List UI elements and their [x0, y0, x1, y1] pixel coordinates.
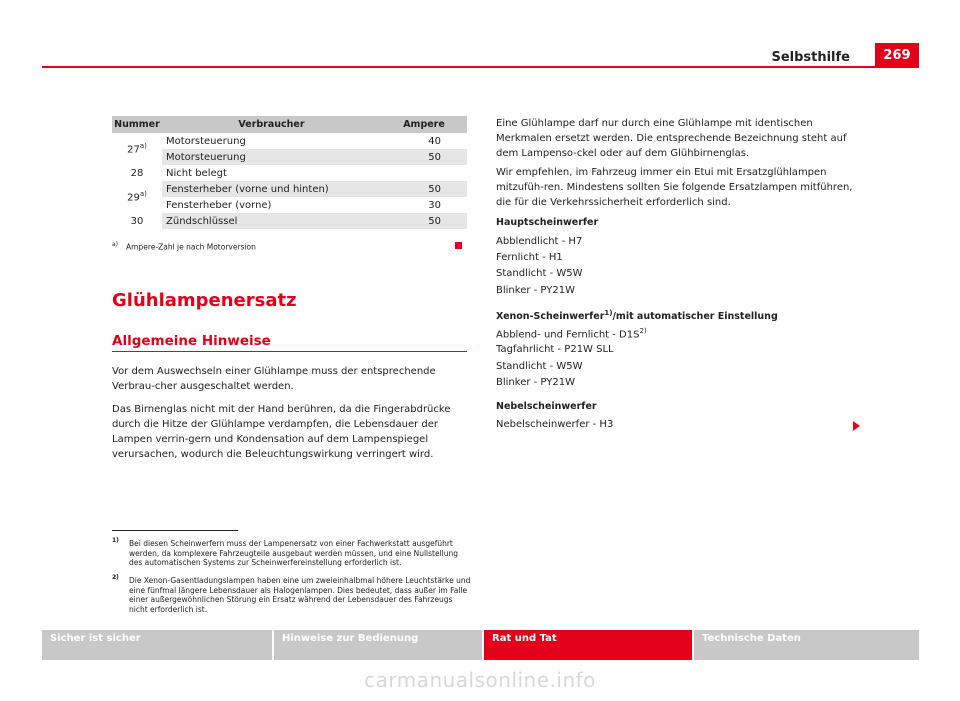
fuse-number: 30 [112, 213, 162, 229]
fuse-number: 28 [130, 167, 144, 179]
heading-main-headlights: Hauptscheinwerfer [496, 217, 599, 228]
header-rule [42, 66, 919, 68]
nav-tab-help[interactable]: Rat und Tat [484, 630, 692, 660]
footnote-text: Bei diesen Scheinwerfern muss der Lampenersatz von einer Fachwerkstatt ausgeführt werden, da komplexere Fahrzeugteile ausgebaut werden müssen, und eine Nullstellung des automatischen Systems zur Scheinwerfereinstellung erforderlich ist. [129, 539, 459, 567]
footnote-ref: a) [139, 190, 147, 199]
fuse-consumer: Motorsteuerung [166, 135, 246, 147]
nav-tab-technical-data[interactable]: Technische Daten [694, 630, 919, 660]
section-title: Glühlampenersatz [112, 290, 297, 311]
table-row [112, 213, 467, 229]
fuse-consumer: Zündschlüssel [162, 213, 381, 229]
column-header-ampere: Ampere [381, 116, 467, 133]
footnote [112, 539, 472, 568]
heading-xenon-headlights [496, 309, 778, 322]
list-item: Nebelscheinwerfer - H3 [496, 419, 614, 430]
fuse-ampere: 50 [381, 213, 467, 229]
paragraph-spare-kit: Wir empfehlen, im Fahrzeug immer ein Etui mit Ersatzglühlampen mitzufüh-ren. Mindestens sollten Sie folgende Ersatzlampen mitführen, die für die Verkehrssicherheit erforderlich sind. [496, 167, 853, 208]
section-header-title: Selbsthilfe [771, 50, 850, 65]
footnote-label: 1) [112, 537, 119, 544]
fuse-table [112, 116, 467, 229]
fuse-number-value: 27 [127, 144, 140, 156]
watermark: carmanualsonline.info [364, 668, 596, 692]
list-item: Abblendlicht - H7 [496, 236, 583, 247]
page-number: 269 [875, 43, 919, 67]
footnote-ref: a) [139, 142, 147, 151]
fuse-consumer: Motorsteuerung [162, 149, 381, 165]
fuse-number-value: 29 [127, 192, 140, 204]
paragraph-switch-off: Vor dem Auswechseln einer Glühlampe muss der entsprechende Verbrau-cher ausgeschaltet werden. [112, 366, 436, 392]
subsection-title: Allgemeine Hinweise [112, 333, 271, 349]
heading-fog-lights: Nebelscheinwerfer [496, 401, 597, 412]
footnote-label: 2) [112, 574, 119, 581]
column-header-consumer: Verbraucher [162, 116, 381, 133]
table-header-row [112, 116, 467, 133]
fuse-number [112, 133, 162, 165]
list-item: Blinker - PY21W [496, 377, 575, 388]
list-item: Standlicht - W5W [496, 361, 583, 372]
nav-tab-safety[interactable]: Sicher ist sicher [42, 630, 272, 660]
heading-xenon-text: Xenon-Scheinwerfer [496, 311, 605, 323]
end-of-section-marker [455, 242, 462, 249]
table-footnote-text: Ampere-Zahl je nach Motorversion [126, 242, 256, 252]
fuse-ampere [381, 165, 467, 181]
paragraph-glass-handling: Das Birnenglas nicht mit der Hand berühren, da die Fingerabdrücke durch die Hitze der Glühlampe verdampfen, die Lebensdauer der Lampen verrin-gern und Kondensation auf dem Lampenspiegel verursachen, wodurch die Beleuchtungswirkung verringert wird. [112, 404, 451, 460]
table-footnote [112, 241, 256, 252]
fuse-number [112, 181, 162, 213]
continue-arrow-icon [853, 421, 860, 431]
fuse-ampere: 50 [381, 149, 467, 165]
footnote-ref: 2) [639, 327, 647, 335]
fuse-consumer: Fensterheber (vorne) [166, 199, 272, 211]
table-row [112, 149, 467, 165]
footnote [112, 576, 472, 614]
fuse-ampere: 40 [428, 135, 441, 147]
table-footnote-label: a) [112, 241, 119, 248]
fuse-ampere: 30 [428, 199, 441, 211]
fuse-consumer: Nicht belegt [166, 167, 227, 179]
fuse-ampere: 50 [381, 181, 467, 197]
list-item: Blinker - PY21W [496, 285, 575, 296]
chapter-navigation [42, 630, 919, 660]
footnote-ref: 1) [604, 309, 613, 317]
paragraph-identical-bulb: Eine Glühlampe darf nur durch eine Glühlampe mit identischen Merkmalen ersetzt werden. Die entsprechende Bezeichnung steht auf dem Lampenso-ckel oder auf dem Glühbirnenglas. [496, 118, 847, 159]
footnote-text: Die Xenon-Gasentladungslampen haben eine um zweieinhalbmal höhere Leuchtstärke und eine fünfmal längere Lebensdauer als Halogenlampen. Dies bedeutet, dass außer im Falle einer außergewöhnlichen Störung ein Ersatz während der Lebensdauer des Fahrzeugs nicht erforderlich ist. [129, 576, 471, 614]
subsection-rule [112, 351, 467, 352]
list-item: Tagfahrlicht - P21W SLL [496, 344, 614, 355]
table-row [112, 181, 467, 197]
list-item: Fernlicht - H1 [496, 252, 563, 263]
heading-xenon-rest: /mit automatischer Einstellung [612, 311, 778, 323]
column-header-number: Nummer [112, 116, 162, 133]
fuse-consumer: Fensterheber (vorne und hinten) [162, 181, 381, 197]
list-item [496, 327, 647, 340]
list-item: Standlicht - W5W [496, 268, 583, 279]
list-item-text: Abblend- und Fernlicht - D1S [496, 329, 640, 341]
table-row [112, 133, 467, 149]
nav-tab-operation[interactable]: Hinweise zur Bedienung [274, 630, 482, 660]
footnote-rule [112, 530, 238, 531]
table-row [112, 197, 467, 213]
table-row [112, 165, 467, 181]
